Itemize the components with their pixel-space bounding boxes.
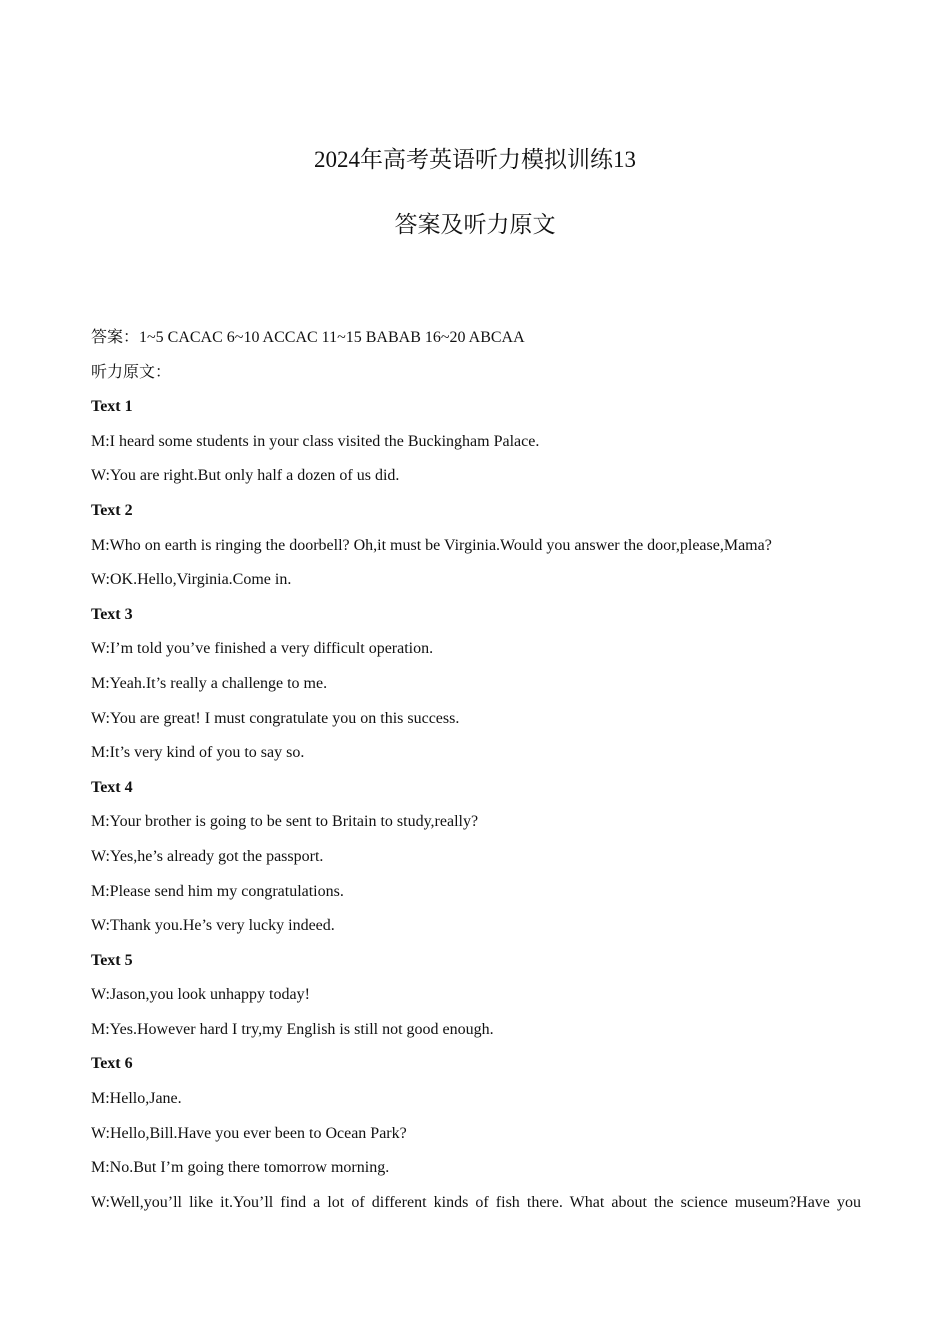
document-subtitle: 答案及听力原文 — [394, 212, 556, 237]
text-2-line-1: M:Who on earth is ringing the doorbell? Oh,it must be Virginia.Would you answer the door,please,Mama? — [91, 536, 772, 554]
text-3-line-1: W:I’m told you’ve finished a very difficult operation. — [91, 640, 434, 658]
text-5-line-1: W:Jason,you look unhappy today! — [91, 986, 310, 1004]
text-6-line-2: W:Hello,Bill.Have you ever been to Ocean Park? — [91, 1124, 407, 1142]
text-6-line-3: M:No.But I’m going there tomorrow morning. — [91, 1159, 390, 1177]
text-3-line-2: M:Yeah.It’s really a challenge to me. — [91, 674, 328, 692]
text-1-heading: Text 1 — [91, 398, 133, 416]
text-3-heading: Text 3 — [91, 605, 133, 623]
transcript-label: 听力原文： — [91, 363, 172, 381]
text-4-line-3: M:Please send him my congratulations. — [91, 882, 344, 900]
text-4-heading: Text 4 — [91, 778, 133, 796]
text-3-line-4: M:It’s very kind of you to say so. — [91, 744, 305, 762]
text-3-line-3: W:You are great! I must congratulate you on this success. — [91, 709, 460, 727]
document-body — [91, 324, 861, 1223]
text-6-line-1: M:Hello,Jane. — [91, 1090, 182, 1108]
text-4-line-1: M:Your brother is going to be sent to Britain to study,really? — [91, 813, 479, 831]
answer-key: 答案：1~5 CACAC 6~10 ACCAC 11~15 BABAB 16~20 ABCAA — [91, 329, 525, 346]
text-5-line-2: M:Yes.However hard I try,my English is still not good enough. — [91, 1020, 494, 1038]
document-title: 2024年高考英语听力模拟训练13 — [314, 147, 636, 172]
text-4-line-4: W:Thank you.He’s very lucky indeed. — [91, 917, 335, 935]
text-2-line-2: W:OK.Hello,Virginia.Come in. — [91, 571, 292, 589]
text-6-heading: Text 6 — [91, 1055, 133, 1073]
text-1-line-2: W:You are right.But only half a dozen of us did. — [91, 467, 400, 485]
text-6-line-4: W:Well,you’ll like it.You’ll find a lot of different kinds of fish there. What about the science museum?Have you — [91, 1193, 861, 1211]
text-1-line-1: M:I heard some students in your class visited the Buckingham Palace. — [91, 432, 540, 450]
text-2-heading: Text 2 — [91, 501, 133, 519]
text-5-heading: Text 5 — [91, 951, 133, 969]
text-4-line-2: W:Yes,he’s already got the passport. — [91, 847, 324, 865]
